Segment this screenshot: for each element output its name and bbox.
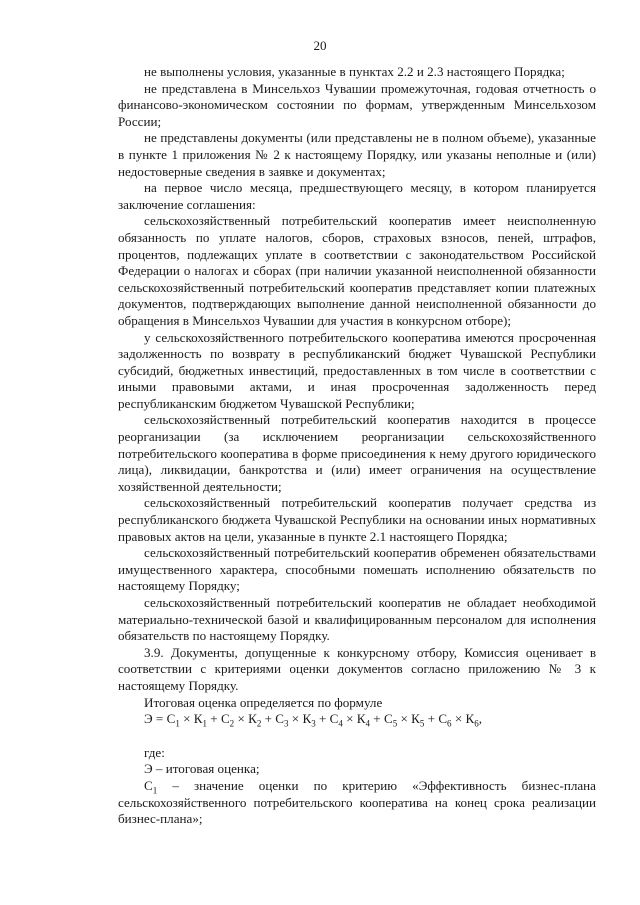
paragraph-reorganization: сельскохозяйственный потребительский кооператив находится в процессе реорганизации (за исключением реорганизации сельскохозяйственного потребительского кооператива в форме присоединения к нему другого юридического лица), ликвидации, банкротства и (или) имеет ограничения на осуществление хозяйственной деятельности; bbox=[118, 412, 596, 494]
formula-coefficient-index: 2 bbox=[256, 718, 262, 729]
formula-coefficient-index: 6 bbox=[474, 718, 479, 729]
paragraph-formula-intro: Итоговая оценка определяется по формуле bbox=[144, 694, 383, 710]
formula-criterion-symbol: С bbox=[438, 711, 448, 727]
formula-coefficient-index: 3 bbox=[311, 718, 316, 729]
definition-final-score: Э – итоговая оценка; bbox=[144, 761, 260, 777]
formula-coefficient-symbol: К bbox=[302, 711, 312, 727]
formula-criterion-symbol: С bbox=[383, 711, 393, 727]
formula-terms bbox=[166, 711, 479, 729]
paragraph-first-day-of-month: на первое число месяца, предшествующего месяцу, в котором планируется заключение соглашения: bbox=[118, 180, 596, 212]
formula-plus: + bbox=[315, 711, 330, 727]
paragraph-reporting-missing: не представлена в Минсельхоз Чувашии промежуточная, годовая отчетность о финансово-экономическом состоянии по формам, утвержденным Минсельхозом России; bbox=[118, 80, 596, 129]
c1-subscript: 1 bbox=[152, 785, 158, 796]
formula-times: × bbox=[234, 711, 249, 727]
formula-plus: + bbox=[261, 711, 276, 727]
formula-end: , bbox=[478, 711, 482, 727]
paragraph-encumbrances: сельскохозяйственный потребительский кооператив обременен обязательствами имущественного характера, способными помешать исполнению обязательств по настоящему Порядку; bbox=[118, 545, 596, 594]
paragraph-overdue-debt: у сельскохозяйственного потребительского кооператива имеются просроченная задолженность по возврату в республиканский бюджет Чувашской Республики субсидий, бюджетных инвестиций, предоставленных в том числе в соответствии с иными правовыми актами, и иная просроченная задолженность перед республиканским бюджетом Чувашской Республики; bbox=[118, 329, 596, 411]
formula-coefficient-index: 4 bbox=[365, 718, 371, 729]
formula-coefficient-symbol: К bbox=[465, 711, 475, 727]
c1-description: – значение оценки по критерию «Эффективность бизнес-плана сельскохозяйственного потребительского кооператива на конец срока реализации бизнес-плана»; bbox=[118, 777, 596, 827]
formula-coefficient-symbol: К bbox=[356, 711, 366, 727]
paragraph-documents-incomplete: не представлены документы (или представлены не в полном объеме), указанные в пункте 1 приложения № 2 к настоящему Порядку, или указаны неполные и (или) недостоверные сведения в заявке и документах; bbox=[118, 130, 596, 179]
formula-coefficient-index: 5 bbox=[419, 718, 425, 729]
formula-criterion-symbol: С bbox=[275, 711, 285, 727]
formula-times: × bbox=[342, 711, 357, 727]
formula-plus: + bbox=[424, 711, 439, 727]
paragraph-tax-obligations: сельскохозяйственный потребительский кооператив имеет неисполненную обязанность по уплате налогов, сборов, страховых взносов, пеней, штрафов, процентов, подлежащих уплате в соответствии с законодательством Российской Федерации о налогах и сборах (при наличии указанной неисполненной обязанности сельскохозяйственный потребительский кооператив представляет копии платежных документов, подтверждающих выполнение данной неисполненной обязанности до обращения в Минсельхоз Чувашии для участия в конкурсном отборе); bbox=[118, 213, 596, 328]
formula-criterion-symbol: С bbox=[166, 711, 176, 727]
definition-c1 bbox=[118, 778, 596, 828]
score-formula bbox=[118, 711, 596, 728]
formula-times: × bbox=[288, 711, 303, 727]
formula-times: × bbox=[451, 711, 466, 727]
formula-times: × bbox=[397, 711, 412, 727]
formula-times: × bbox=[179, 711, 194, 727]
formula-criterion-index: 2 bbox=[229, 718, 235, 729]
c1-symbol: С bbox=[144, 777, 153, 793]
formula-criterion-symbol: С bbox=[329, 711, 339, 727]
formula-equals: = bbox=[152, 711, 167, 727]
page-number: 20 bbox=[313, 38, 327, 53]
formula-coefficient-index: 1 bbox=[202, 718, 207, 729]
formula-criterion-index: 1 bbox=[175, 718, 180, 729]
formula-coefficient-symbol: К bbox=[248, 711, 257, 727]
paragraph-other-funding: сельскохозяйственный потребительский кооператив получает средства из республиканского бюджета Чувашской Республики на основании иных нормативных правовых актов на цели, указанные в пункте 2.1 настоящего Порядка; bbox=[118, 495, 596, 544]
paragraph-evaluation-criteria: 3.9. Документы, допущенные к конкурсному отбору, Комиссия оценивает в соответствии с критериями оценки документов согласно приложению № 3 к настоящему Порядку. bbox=[118, 644, 596, 693]
formula-criterion-index: 6 bbox=[447, 718, 452, 729]
formula-plus: + bbox=[370, 711, 384, 727]
formula-criterion-index: 5 bbox=[392, 718, 398, 729]
paragraph-where: где: bbox=[144, 744, 165, 760]
formula-criterion-symbol: С bbox=[220, 711, 230, 727]
formula-criterion-index: 4 bbox=[338, 718, 343, 729]
body-text bbox=[118, 64, 596, 828]
formula-plus: + bbox=[207, 711, 221, 727]
formula-coefficient-symbol: К bbox=[411, 711, 420, 727]
formula-criterion-index: 3 bbox=[284, 718, 289, 729]
paragraph-no-resources: сельскохозяйственный потребительский кооператив не обладает необходимой материально-технической базой и квалифицированным персоналом для исполнения обязательств по настоящему Порядку. bbox=[118, 595, 596, 644]
formula-coefficient-symbol: К bbox=[193, 711, 203, 727]
paragraph-condition-unmet: не выполнены условия, указанные в пунктах 2.2 и 2.3 настоящего Порядка; bbox=[144, 64, 565, 79]
formula-lhs: Э bbox=[144, 711, 153, 727]
